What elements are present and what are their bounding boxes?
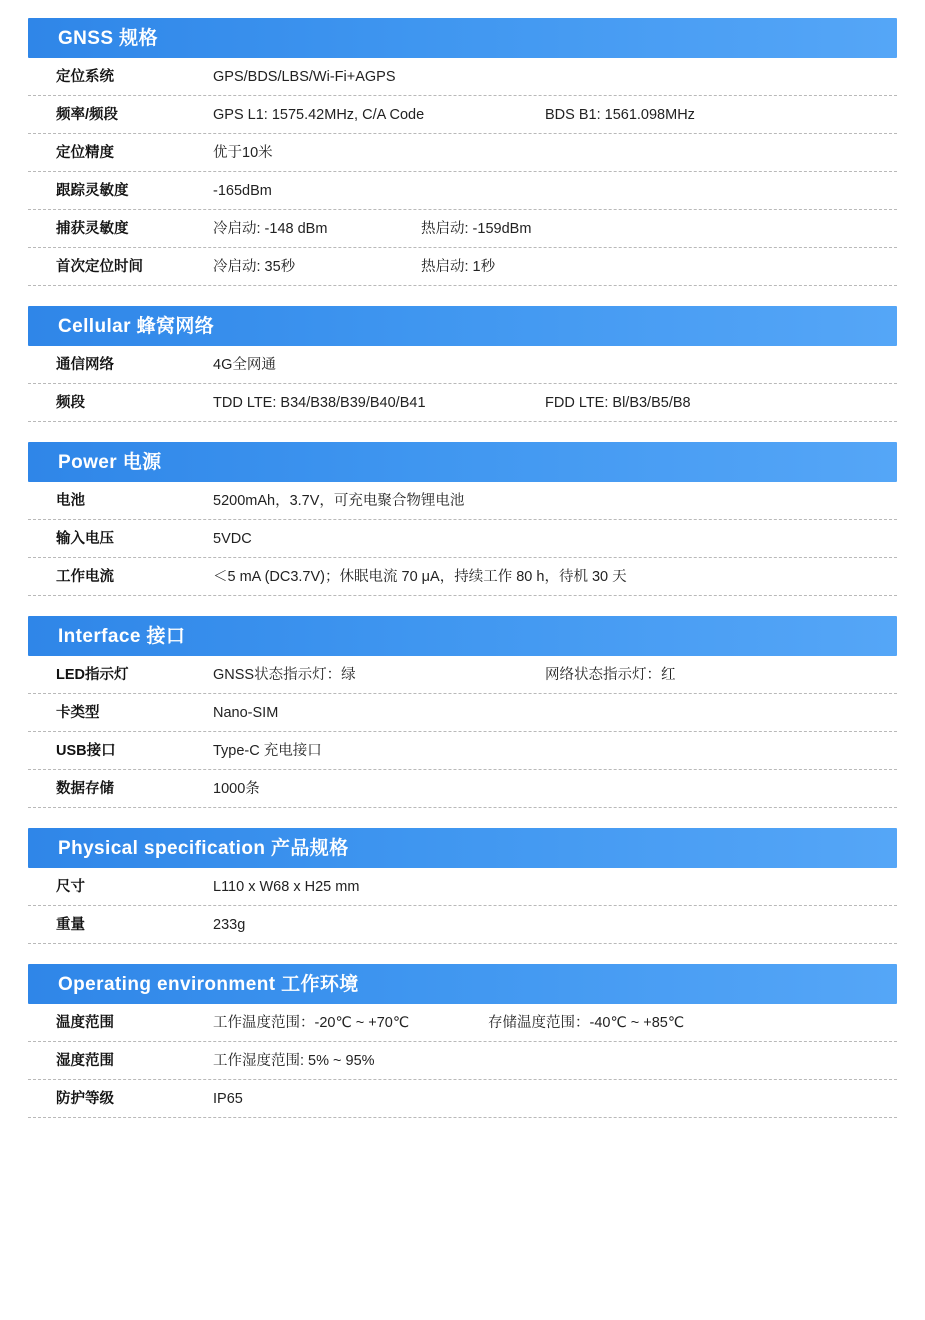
spec-value: [213, 248, 897, 285]
section-title: Cellular 蜂窝网络: [58, 315, 215, 337]
spec-label: 数据存储: [56, 781, 114, 797]
spec-value-primary: IP65: [213, 1091, 243, 1107]
spec-row: [28, 906, 897, 944]
spec-value-primary: 优于10米: [213, 145, 273, 161]
spec-label: 重量: [56, 917, 85, 933]
spec-value: [213, 732, 897, 769]
section-title: Operating environment 工作环境: [58, 973, 359, 995]
spec-value-secondary: BDS B1: 1561.098MHz: [545, 107, 695, 123]
spec-value-primary: TDD LTE: B34/B38/B39/B40/B41: [213, 395, 426, 411]
spec-label: 定位系统: [56, 69, 114, 85]
spec-value-secondary: 网络状态指示灯：红: [545, 667, 676, 683]
spec-row: [28, 482, 897, 520]
spec-value: [213, 868, 897, 905]
spec-label: 跟踪灵敏度: [56, 183, 129, 199]
spec-value: [213, 694, 897, 731]
section-spacer: [28, 954, 897, 964]
spec-value: [213, 384, 897, 421]
spec-label: 温度范围: [56, 1015, 114, 1031]
spec-value-primary: 冷启动: 35秒: [213, 259, 296, 275]
spec-row: [28, 346, 897, 384]
spec-row: [28, 1004, 897, 1042]
section-title: Power 电源: [58, 451, 162, 473]
spec-label: 定位精度: [56, 145, 114, 161]
section-header-environment: [28, 964, 897, 1004]
spec-row: [28, 210, 897, 248]
spec-section-cellular: [28, 306, 897, 422]
spec-row: [28, 770, 897, 808]
spec-label: 通信网络: [56, 357, 114, 373]
spec-value: [213, 346, 897, 383]
spec-value-primary: 冷启动: -148 dBm: [213, 221, 328, 237]
spec-section-environment: [28, 964, 897, 1118]
spec-row: [28, 248, 897, 286]
spec-row: [28, 1080, 897, 1118]
spec-value: [213, 520, 897, 557]
spec-value-primary: 1000条: [213, 781, 260, 797]
spec-value-secondary: 热启动: -159dBm: [421, 221, 532, 237]
spec-label: 卡类型: [56, 705, 100, 721]
spec-value: [213, 482, 897, 519]
spec-value-primary: 4G全网通: [213, 357, 276, 373]
spec-row: [28, 384, 897, 422]
section-title: Interface 接口: [58, 625, 186, 647]
section-header-physical: [28, 828, 897, 868]
section-rows: [28, 656, 897, 808]
spec-label: USB接口: [56, 743, 116, 759]
spec-value: [213, 96, 897, 133]
spec-section-power: [28, 442, 897, 596]
spec-label: 湿度范围: [56, 1053, 114, 1069]
spec-label: 首次定位时间: [56, 259, 143, 275]
spec-value-primary: 5VDC: [213, 531, 252, 547]
spec-label: 频率/频段: [56, 107, 119, 123]
spec-row: [28, 172, 897, 210]
spec-value-primary: GPS/BDS/LBS/Wi-Fi+AGPS: [213, 69, 396, 85]
spec-label: 尺寸: [56, 879, 85, 895]
spec-row: [28, 96, 897, 134]
spec-value-primary: 233g: [213, 917, 246, 933]
spec-value-primary: Nano-SIM: [213, 705, 279, 721]
section-spacer: [28, 432, 897, 442]
spec-row: [28, 134, 897, 172]
spec-row: [28, 694, 897, 732]
spec-value: [213, 1042, 897, 1079]
section-header-power: [28, 442, 897, 482]
spec-sections: [28, 18, 897, 1138]
spec-label: 防护等级: [56, 1091, 114, 1107]
spec-value: [213, 210, 897, 247]
spec-row: [28, 868, 897, 906]
spec-row: [28, 732, 897, 770]
spec-value: [213, 558, 897, 595]
spec-value-primary: GPS L1: 1575.42MHz, C/A Code: [213, 107, 425, 123]
spec-value: [213, 172, 897, 209]
spec-value-primary: L110 x W68 x H25 mm: [213, 879, 360, 895]
section-title: Physical specification 产品规格: [58, 837, 349, 859]
spec-row: [28, 656, 897, 694]
section-header-cellular: [28, 306, 897, 346]
spec-value-primary: GNSS状态指示灯：绿: [213, 667, 356, 683]
spec-value-primary: Type-C 充电接口: [213, 743, 322, 759]
section-rows: [28, 1004, 897, 1118]
spec-label: 工作电流: [56, 569, 114, 585]
spec-value-primary: -165dBm: [213, 183, 272, 199]
spec-value-primary: 5200mAh，3.7V，可充电聚合物锂电池: [213, 493, 465, 509]
spec-value: [213, 1080, 897, 1117]
spec-value-secondary: 存储温度范围：-40℃ ~ +85℃: [488, 1015, 685, 1031]
section-spacer: [28, 296, 897, 306]
spec-value: [213, 1004, 897, 1041]
spec-value-secondary: FDD LTE: Bl/B3/B5/B8: [545, 395, 691, 411]
spec-value: [213, 58, 897, 95]
spec-row: [28, 520, 897, 558]
spec-row: [28, 558, 897, 596]
spec-value: [213, 906, 897, 943]
section-spacer: [28, 1128, 897, 1138]
spec-value-primary: 工作湿度范围: 5% ~ 95%: [213, 1053, 375, 1069]
section-rows: [28, 58, 897, 286]
spec-value: [213, 134, 897, 171]
spec-label: 输入电压: [56, 531, 114, 547]
spec-row: [28, 1042, 897, 1080]
spec-label: LED指示灯: [56, 667, 129, 683]
spec-label: 频段: [56, 395, 85, 411]
spec-section-physical: [28, 828, 897, 944]
spec-label: 捕获灵敏度: [56, 221, 129, 237]
section-header-interface: [28, 616, 897, 656]
section-rows: [28, 868, 897, 944]
section-spacer: [28, 818, 897, 828]
spec-label: 电池: [56, 493, 85, 509]
section-rows: [28, 346, 897, 422]
spec-value-primary: 工作温度范围：-20℃ ~ +70℃: [213, 1015, 410, 1031]
section-spacer: [28, 606, 897, 616]
section-header-gnss: [28, 18, 897, 58]
spec-value-primary: ＜5 mA (DC3.7V)；休眠电流 70 μA，持续工作 80 h，待机 30 天: [213, 569, 627, 585]
spec-row: [28, 58, 897, 96]
spec-value-secondary: 热启动: 1秒: [421, 259, 496, 275]
spec-value: [213, 770, 897, 807]
spec-value: [213, 656, 897, 693]
spec-section-interface: [28, 616, 897, 808]
section-title: GNSS 规格: [58, 27, 158, 49]
spec-section-gnss: [28, 18, 897, 286]
section-rows: [28, 482, 897, 596]
